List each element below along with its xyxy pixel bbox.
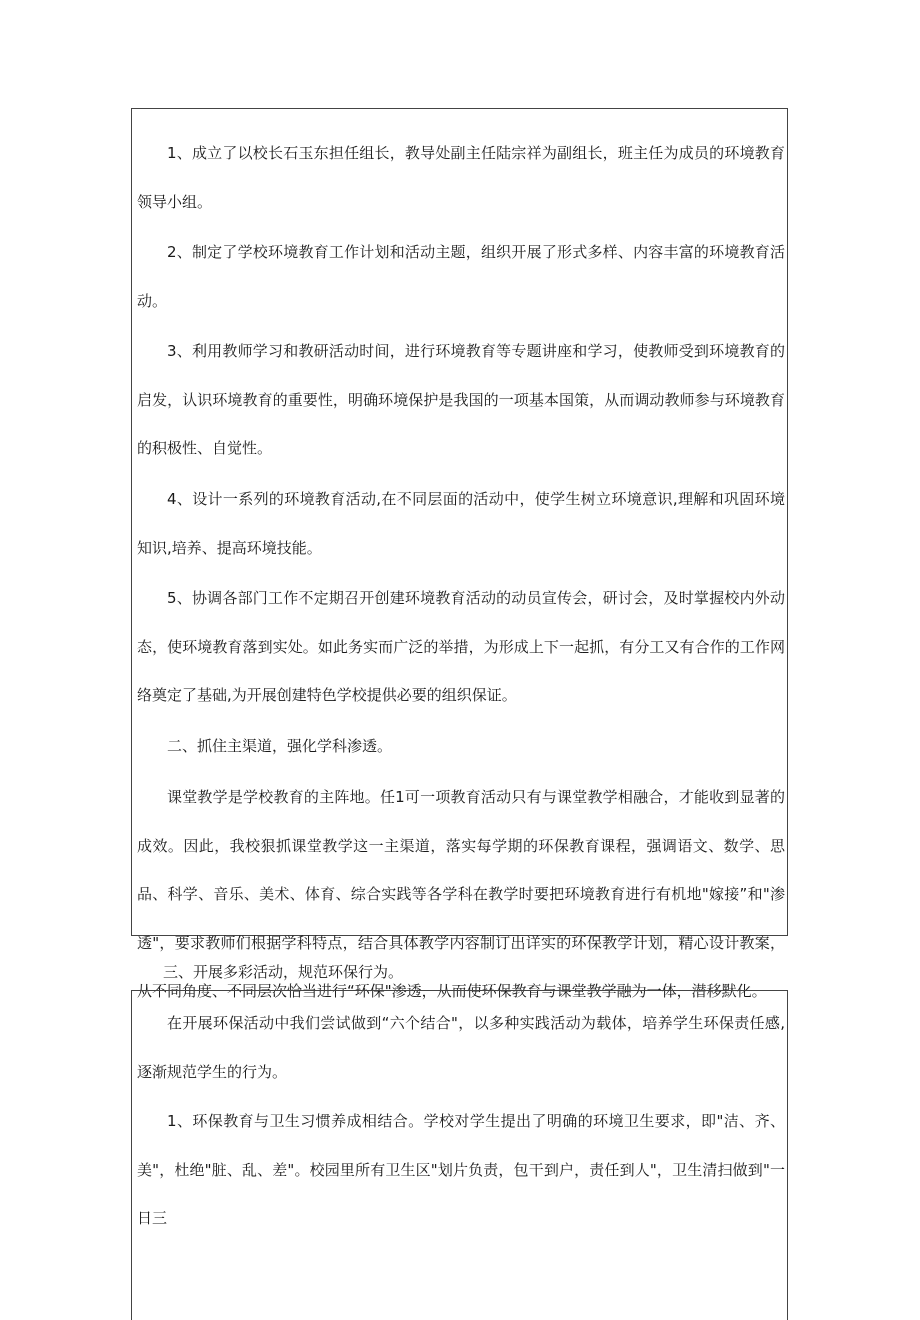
list-item-3: 3、利用教师学习和教研活动时间，进行环境教育等专题讲座和学习，使教师受到环境教育的启发，认识环境教育的重要性，明确环境保护是我国的一项基本国策，从而调动教师参与环境教育的积极性、自觉性。 <box>137 342 785 457</box>
list-item-2: 2、制定了学校环境教育工作计划和活动主题，组织开展了形式多样、内容丰富的环境教育活动。 <box>137 243 785 310</box>
list-item-3-1: 1、环保教育与卫生习惯养成相结合。学校对学生提出了明确的环境卫生要求，即"洁、齐、美"，杜绝"脏、乱、差"。校园里所有卫生区"划片负责，包干到户，责任到人"，卫生清扫做到"一日三 <box>137 1112 785 1227</box>
list-item-5: 5、协调各部门工作不定期召开创建环境教育活动的动员宣传会，研讨会，及时掌握校内外动态，使环境教育落到实处。如此务实而广泛的举措，为形成上下一起抓，有分工又有合作的工作网络奠定了基础,为开展创建特色学校提供必要的组织保证。 <box>137 589 785 704</box>
section-2-paragraph: 课堂教学是学校教育的主阵地。任1可一项教育活动只有与课堂教学相融合，才能收到显著的成效。因此，我校狠抓课堂教学这一主渠道，落实每学期的环保教育课程，强调语文、数学、思品、科学、音乐、美术、体育、综合实践等各学科在教学时要把环境教育进行有机地"嫁接”和"渗透"，要求教师们根据学科特点，结合具体教学内容制订出详实的环保教学计划，精心设计教案，从不同角度、不同层次恰当进行“环保"渗透，从而使环保教育与课堂教学融为一体，潜移默化。 <box>137 788 785 1000</box>
section-heading-3: 三、开展多彩活动，规范环保行为。 <box>163 963 404 981</box>
section-heading-2: 二、抓住主渠道，强化学科渗透。 <box>167 737 393 755</box>
list-item-1: 1、成立了以校长石玉东担任组长，教导处副主任陆宗祥为副组长，班主任为成员的环境教育领导小组。 <box>137 144 785 211</box>
list-item-4: 4、设计一系列的环境教育活动,在不同层面的活动中，使学生树立环境意识,理解和巩固环境知识,培养、提高环境技能。 <box>137 490 785 557</box>
content-box-2 <box>131 990 788 1320</box>
section-3-intro: 在开展环保活动中我们尝试做到“六个结合"，以多种实践活动为载体，培养学生环保责任感,逐渐规范学生的行为。 <box>137 1014 785 1081</box>
